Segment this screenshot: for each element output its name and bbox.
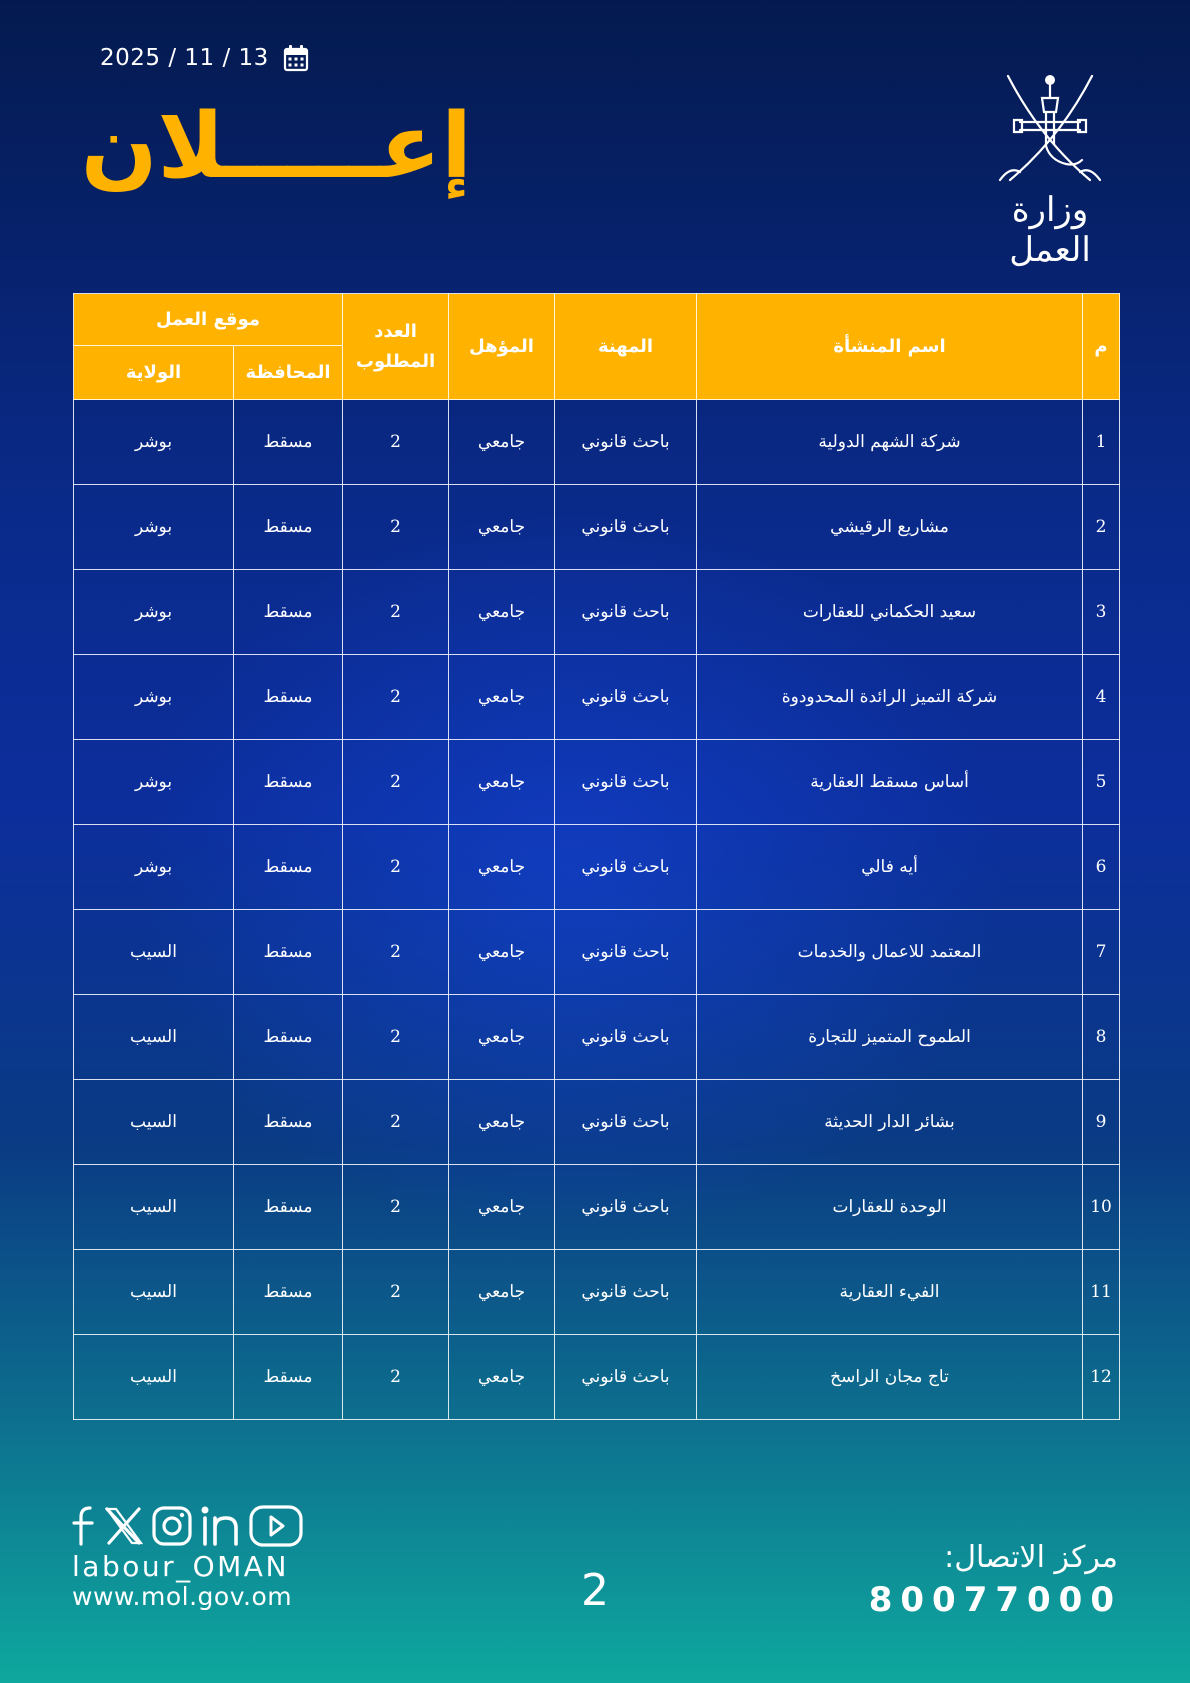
cell-index: 5 [1083,740,1120,825]
cell-count: 2 [343,655,449,740]
header-wilayat: الولاية [74,346,234,400]
ministry-name: وزارة العمل [1009,190,1091,270]
table-row [74,485,1120,570]
cell-index: 8 [1083,995,1120,1080]
cell-qualification: جامعي [449,825,555,910]
cell-qualification: جامعي [449,910,555,995]
cell-wilayat: بوشر [74,485,234,570]
cell-wilayat: السيب [74,910,234,995]
cell-governorate: مسقط [234,1165,343,1250]
cell-company: الطموح المتميز للتجارة [697,995,1083,1080]
social-handle[interactable]: labour_OMAN [72,1550,289,1583]
cell-qualification: جامعي [449,1250,555,1335]
table-row [74,1335,1120,1420]
cell-qualification: جامعي [449,1335,555,1420]
cell-profession: باحث قانوني [555,655,697,740]
cell-count: 2 [343,570,449,655]
contact-center-label: مركز الاتصال: [944,1540,1118,1575]
instagram-icon[interactable] [150,1504,194,1548]
cell-index: 1 [1083,400,1120,485]
cell-index: 10 [1083,1165,1120,1250]
cell-wilayat: بوشر [74,740,234,825]
cell-count: 2 [343,995,449,1080]
cell-count: 2 [343,825,449,910]
cell-profession: باحث قانوني [555,570,697,655]
cell-qualification: جامعي [449,485,555,570]
cell-profession: باحث قانوني [555,740,697,825]
cell-company: شركة التميز الرائدة المحدودوة [697,655,1083,740]
cell-company: تاج مجان الراسخ [697,1335,1083,1420]
cell-governorate: مسقط [234,825,343,910]
cell-profession: باحث قانوني [555,1250,697,1335]
table-row [74,400,1120,485]
cell-wilayat: السيب [74,1165,234,1250]
facebook-icon[interactable] [70,1504,98,1548]
table-row [74,910,1120,995]
cell-wilayat: بوشر [74,655,234,740]
cell-governorate: مسقط [234,1080,343,1165]
header-governorate: المحافظة [234,346,343,400]
cell-wilayat: السيب [74,1250,234,1335]
cell-profession: باحث قانوني [555,1165,697,1250]
table-row [74,1080,1120,1165]
header-count: العدد المطلوب [343,294,449,400]
table-row [74,1165,1120,1250]
cell-governorate: مسقط [234,995,343,1080]
cell-wilayat: السيب [74,995,234,1080]
cell-wilayat: بوشر [74,825,234,910]
cell-governorate: مسقط [234,485,343,570]
cell-company: الفيء العقارية [697,1250,1083,1335]
header-index: م [1083,294,1120,400]
cell-company: مشاريع الرقيشي [697,485,1083,570]
cell-index: 6 [1083,825,1120,910]
cell-count: 2 [343,1165,449,1250]
cell-qualification: جامعي [449,655,555,740]
contact-number[interactable]: 80077000 [868,1580,1122,1620]
cell-index: 3 [1083,570,1120,655]
cell-governorate: مسقط [234,910,343,995]
table-row [74,740,1120,825]
table-row [74,1250,1120,1335]
header-company: اسم المنشأة [697,294,1083,400]
cell-qualification: جامعي [449,1080,555,1165]
cell-company: شركة الشهم الدولية [697,400,1083,485]
cell-index: 9 [1083,1080,1120,1165]
table-row [74,825,1120,910]
cell-company: سعيد الحكماني للعقارات [697,570,1083,655]
date-display [100,44,309,72]
cell-index: 4 [1083,655,1120,740]
cell-index: 2 [1083,485,1120,570]
calendar-icon [283,44,309,72]
cell-profession: باحث قانوني [555,910,697,995]
cell-governorate: مسقط [234,570,343,655]
table-header-row [74,294,1120,346]
cell-company: المعتمد للاعمال والخدمات [697,910,1083,995]
cell-qualification: جامعي [449,400,555,485]
cell-profession: باحث قانوني [555,995,697,1080]
cell-index: 11 [1083,1250,1120,1335]
cell-count: 2 [343,1250,449,1335]
cell-governorate: مسقط [234,1335,343,1420]
cell-count: 2 [343,485,449,570]
cell-profession: باحث قانوني [555,1080,697,1165]
cell-wilayat: السيب [74,1335,234,1420]
youtube-icon[interactable] [248,1504,304,1548]
table-row [74,995,1120,1080]
page-number: 2 [581,1565,609,1616]
header-qualification: المؤهل [449,294,555,400]
cell-profession: باحث قانوني [555,485,697,570]
website-link[interactable]: www.mol.gov.om [72,1582,293,1611]
header-location: موقع العمل [74,294,343,346]
page-title: إعـــــلان [80,94,472,199]
cell-wilayat: بوشر [74,570,234,655]
cell-profession: باحث قانوني [555,825,697,910]
cell-governorate: مسقط [234,740,343,825]
header-profession: المهنة [555,294,697,400]
cell-profession: باحث قانوني [555,1335,697,1420]
x-icon[interactable] [102,1504,146,1548]
cell-company: أيه فالي [697,825,1083,910]
cell-qualification: جامعي [449,1165,555,1250]
cell-count: 2 [343,910,449,995]
cell-qualification: جامعي [449,995,555,1080]
cell-index: 12 [1083,1335,1120,1420]
social-icons [70,1504,304,1548]
cell-wilayat: السيب [74,1080,234,1165]
cell-company: بشائر الدار الحديثة [697,1080,1083,1165]
linkedin-icon[interactable] [198,1504,244,1548]
cell-count: 2 [343,1335,449,1420]
cell-company: أساس مسقط العقارية [697,740,1083,825]
cell-index: 7 [1083,910,1120,995]
cell-qualification: جامعي [449,570,555,655]
cell-profession: باحث قانوني [555,400,697,485]
jobs-table [73,293,1120,1420]
cell-qualification: جامعي [449,740,555,825]
cell-wilayat: بوشر [74,400,234,485]
date-text: 2025 / 11 / 13 [100,45,269,71]
cell-count: 2 [343,740,449,825]
cell-count: 2 [343,1080,449,1165]
table-row [74,655,1120,740]
cell-count: 2 [343,400,449,485]
cell-governorate: مسقط [234,1250,343,1335]
table-row [74,570,1120,655]
cell-governorate: مسقط [234,400,343,485]
cell-governorate: مسقط [234,655,343,740]
cell-company: الوحدة للعقارات [697,1165,1083,1250]
